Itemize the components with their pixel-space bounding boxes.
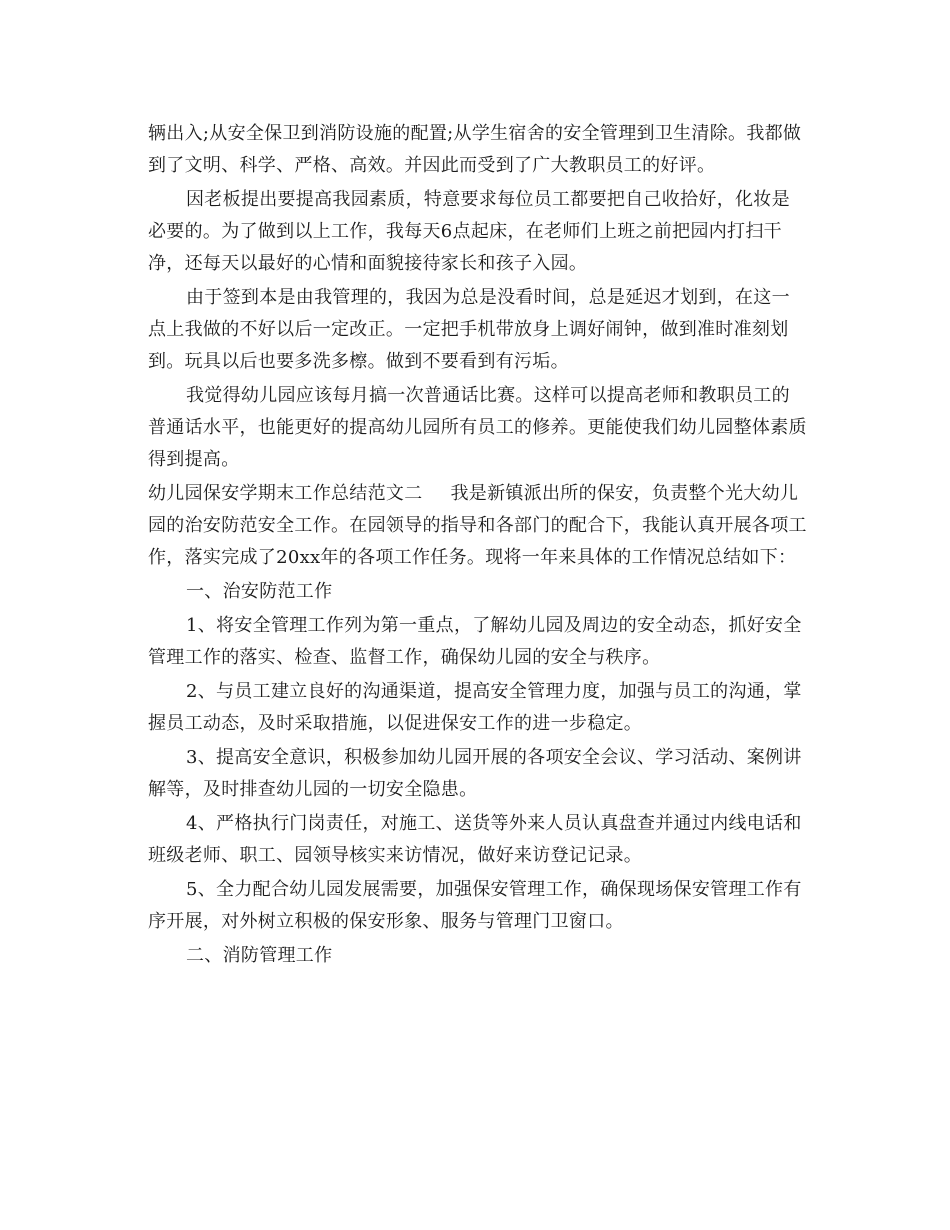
list-item-3: 3、提高安全意识，积极参加幼儿园开展的各项安全会议、学习活动、案例讲解等，及时排查幼儿园的一切安全隐患。 <box>148 747 802 800</box>
list-item-2: 2、与员工建立良好的沟通渠道，提高安全管理力度，加强与员工的沟通，掌握员工动态，及时采取措施，以促进保安工作的进一步稳定。 <box>148 681 802 734</box>
section-title: 幼儿园保安学期末工作总结范文二 <box>148 483 423 504</box>
list-item-1: 1、将安全管理工作列为第一重点，了解幼儿园及周边的安全动态，抓好安全管理工作的落实、检查、监督工作，确保幼儿园的安全与秩序。 <box>148 615 802 668</box>
document-body <box>148 118 808 974</box>
list-item-4: 4、严格执行门岗责任，对施工、送货等外来人员认真盘查并通过内线电话和班级老师、职工、园领导核实来访情况，做好来访登记记录。 <box>148 813 802 866</box>
paragraph-4: 我觉得幼儿园应该每月搞一次普通话比赛。这样可以提高老师和教职员工的普通话水平，也能更好的提高幼儿园所有员工的修养。更能使我们幼儿园整体素质得到提高。 <box>148 385 807 470</box>
section-intro: 我是新镇派出所的保安，负责整个光大幼儿园的治安防范安全工作。在园领导的指导和各部门的配合下，我能认真开展各项工作，落实完成了20xx年的各项工作任务。现将一年来具体的工作情况总结如下： <box>148 483 807 568</box>
section-heading-paragraph <box>148 478 808 574</box>
heading-fire-safety: 二、消防管理工作 <box>186 945 333 966</box>
paragraph-3: 由于签到本是由我管理的，我因为总是没看时间，总是延迟才划到，在这一点上我做的不好以后一定改正。一定把手机带放身上调好闹钟，做到准时准刻划到。玩具以后也要多洗多檫。做到不要看到有污垢。 <box>148 287 790 372</box>
heading-public-security: 一、治安防范工作 <box>186 581 333 602</box>
paragraph-1: 辆出入;从安全保卫到消防设施的配置;从学生宿舍的安全管理到卫生清除。我都做到了文明、科学、严格、高效。并因此而受到了广大教职员工的好评。 <box>148 123 802 176</box>
paragraph-2: 因老板提出要提高我园素质，特意要求每位员工都要把自己收拾好，化妆是必要的。为了做到以上工作，我每天6点起床，在老师们上班之前把园内打扫干净，还每天以最好的心情和面貌接待家长和孩子入园。 <box>148 189 790 274</box>
list-item-5: 5、全力配合幼儿园发展需要，加强保安管理工作，确保现场保安管理工作有序开展，对外树立积极的保安形象、服务与管理门卫窗口。 <box>148 879 802 932</box>
